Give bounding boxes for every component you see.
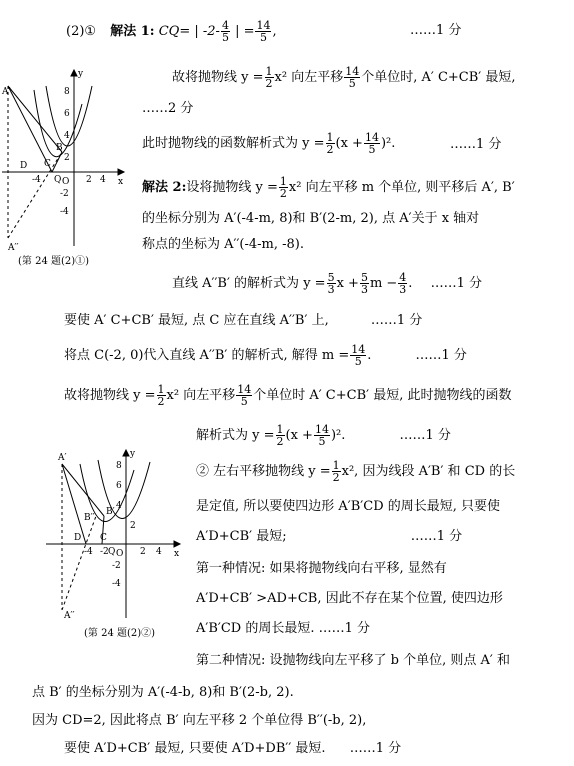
fraction: $\frac{1}{2}$ xyxy=(279,175,287,200)
text: . xyxy=(367,348,372,363)
label-x: x xyxy=(174,549,180,559)
score: ……1 分 xyxy=(370,313,423,328)
dashed-a2-b xyxy=(8,152,62,238)
text: 故将抛物线 y = xyxy=(172,70,264,85)
line-22 xyxy=(64,740,401,758)
fraction: $\frac{1}{2}$ xyxy=(332,459,340,484)
text: 故将抛物线 y = xyxy=(64,388,156,403)
method-label: 解法 2: xyxy=(142,180,187,195)
fraction: $\frac{14}{5}$ xyxy=(351,343,366,368)
figure-2-caption: (第 24 题(2)②) xyxy=(84,628,156,639)
text: x² 向左平移 m 个单位, 则平移后 A′, B′ xyxy=(288,180,515,195)
label-q: Q xyxy=(54,175,62,185)
line-1 xyxy=(66,20,277,43)
tick-y4: 4 xyxy=(116,501,122,511)
tick-xn4: -4 xyxy=(84,547,93,557)
line-2 xyxy=(172,66,516,89)
label-x: x xyxy=(118,177,124,187)
tick-xn2: -2 xyxy=(100,547,109,557)
label-q: Q xyxy=(108,547,116,557)
line-20: 点 B′ 的坐标分别为 A′(-4-b, 8)和 B′(2-b, 2). xyxy=(32,685,294,700)
tick-yn4: -4 xyxy=(60,207,69,217)
label-a1: A′ xyxy=(58,453,67,463)
tick-y2: 2 xyxy=(64,153,70,163)
y-arrow-icon xyxy=(123,450,129,456)
text: 将点 C(-2, 0)代入直线 A′′B′ 的解析式, 解得 m = xyxy=(64,348,350,363)
x-arrow-icon xyxy=(118,169,124,175)
score: ……1 分 xyxy=(349,741,402,756)
cq-end: , xyxy=(272,24,277,39)
tick-y2: 2 xyxy=(130,521,136,531)
line-19: 第二种情况: 设抛物线向左平移了 b 个单位, 则点 A′ 和 xyxy=(196,653,510,668)
line-4 xyxy=(142,132,395,155)
fraction: $\frac{1}{2}$ xyxy=(157,383,165,408)
label-c: C xyxy=(100,533,107,543)
fraction: $\frac{5}{3}$ xyxy=(327,271,335,296)
line-10 xyxy=(64,344,467,367)
figure-2 xyxy=(40,446,190,626)
text: x², 因为线段 A′B′ 和 CD 的长 xyxy=(341,464,516,479)
tick-y6: 6 xyxy=(116,481,122,491)
line-11 xyxy=(64,384,512,407)
method-label: 解法 1: xyxy=(110,24,155,39)
label-a2: A′′ xyxy=(8,243,19,253)
text: 要使 A′ C+CB′ 最短, 点 C 应在直线 A′′B′ 上, xyxy=(64,313,329,328)
label-y: y xyxy=(130,449,136,459)
line-8 xyxy=(172,272,482,295)
x-arrow-icon xyxy=(174,541,180,547)
fraction: $\frac{4}{5}$ xyxy=(221,19,229,44)
tick-yn2: -2 xyxy=(112,561,121,571)
text: x² 向左平移 xyxy=(166,388,236,403)
label-c: C xyxy=(44,159,51,169)
text: (x + xyxy=(285,428,313,443)
cq-expr: CQ= | -2- xyxy=(158,24,220,39)
text: x² 向左平移 xyxy=(274,70,344,85)
label-b1: B′ xyxy=(106,507,115,517)
label-o: O xyxy=(62,177,70,187)
text: )². xyxy=(330,428,346,443)
text: (x + xyxy=(335,136,363,151)
tick-y6: 6 xyxy=(64,109,70,119)
line-9 xyxy=(64,312,422,330)
fraction: $\frac{14}{5}$ xyxy=(237,383,252,408)
line-15 xyxy=(196,528,462,546)
score: ……1 分 xyxy=(410,529,463,544)
score: ……1 分 xyxy=(430,276,482,291)
line-17: A′D+CB′ >AD+CB, 因此不存在某个位置, 使四边形 xyxy=(196,591,503,606)
tick-yn2: -2 xyxy=(60,189,69,199)
score: ……1 分 xyxy=(415,348,467,363)
line-14: 是定值, 所以要使四边形 A′B′CD 的周长最短, 只要使 xyxy=(196,499,501,514)
y-arrow-icon xyxy=(71,70,77,76)
tick-y8: 8 xyxy=(64,87,70,97)
figure-1 xyxy=(0,66,130,256)
score-4: ……1 分 xyxy=(450,137,502,152)
line-6: 的坐标分别为 A′(-4-m, 8)和 B′(2-m, 2), 点 A′关于 x 轴对 xyxy=(142,211,480,226)
tick-y4: 4 xyxy=(64,131,70,141)
fraction: $\frac{14}{5}$ xyxy=(256,19,271,44)
line-13 xyxy=(196,460,515,483)
line-12 xyxy=(196,424,451,447)
tick-y8: 8 xyxy=(116,461,122,471)
line-21: 因为 CD=2, 因此将点 B′ 向左平移 2 个单位得 B′′(-b, 2), xyxy=(32,713,367,728)
segment-a-b1 xyxy=(62,464,104,516)
text: x + xyxy=(336,276,359,291)
tick-xn4: -4 xyxy=(32,175,41,185)
label-d: D xyxy=(20,161,28,171)
text: m − xyxy=(369,276,398,291)
fraction: $\frac{14}{5}$ xyxy=(364,131,379,156)
label-a2: A′′ xyxy=(64,611,75,621)
score: ……1 分 xyxy=(399,428,451,443)
line-5 xyxy=(142,176,515,199)
line-16: 第一种情况: 如果将抛物线向右平移, 显然有 xyxy=(196,561,447,576)
text: 此时抛物线的函数解析式为 y = xyxy=(142,136,325,151)
line-3: ……2 分 xyxy=(142,101,194,116)
text: 设将抛物线 y = xyxy=(186,180,278,195)
fraction: $\frac{5}{3}$ xyxy=(360,271,368,296)
tick-yn4: -4 xyxy=(112,579,121,589)
fraction: $\frac{14}{5}$ xyxy=(314,423,329,448)
fraction: $\frac{4}{3}$ xyxy=(399,271,407,296)
text: 要使 A′D+CB′ 最短, 只要使 A′D+DB′′ 最短. xyxy=(64,741,326,756)
line-18: A′B′CD 的周长最短. ……1 分 xyxy=(196,621,371,636)
label-d: D xyxy=(74,533,82,543)
text: . xyxy=(408,276,413,291)
fraction: $\frac{1}{2}$ xyxy=(326,131,334,156)
tick-x4: 4 xyxy=(100,175,106,185)
label-a1: A′ xyxy=(2,87,11,97)
fraction: $\frac{1}{2}$ xyxy=(276,423,284,448)
label-b: B xyxy=(56,143,63,153)
text: 直线 A′′B′ 的解析式为 y = xyxy=(172,276,326,291)
label-o: O xyxy=(116,549,124,559)
tick-x2: 2 xyxy=(86,175,92,185)
part-label: (2)① xyxy=(66,24,97,39)
text: A′D+CB′ 最短; xyxy=(196,529,287,544)
fraction: $\frac{1}{2}$ xyxy=(265,65,273,90)
text: 解析式为 y = xyxy=(196,428,275,443)
text: 个单位时, A′ C+CB′ 最短, xyxy=(361,70,516,85)
text: )². xyxy=(380,136,396,151)
text: 个单位时 A′ C+CB′ 最短, 此时抛物线的函数 xyxy=(253,388,512,403)
fraction: $\frac{14}{5}$ xyxy=(345,65,360,90)
dashed-a2-b2 xyxy=(62,516,96,610)
label-y: y xyxy=(78,69,84,79)
label-b2: B′′ xyxy=(84,513,95,523)
score-1: ……1 分 xyxy=(410,23,462,38)
figure-1-caption: (第 24 题(2)①) xyxy=(18,256,90,267)
line-7: 称点的坐标为 A′′(-4-m, -8). xyxy=(142,237,305,252)
tick-x4: 4 xyxy=(156,547,162,557)
cq-mid: | = xyxy=(230,24,255,39)
text: ② 左右平移抛物线 y = xyxy=(196,464,331,479)
tick-x2: 2 xyxy=(140,547,146,557)
